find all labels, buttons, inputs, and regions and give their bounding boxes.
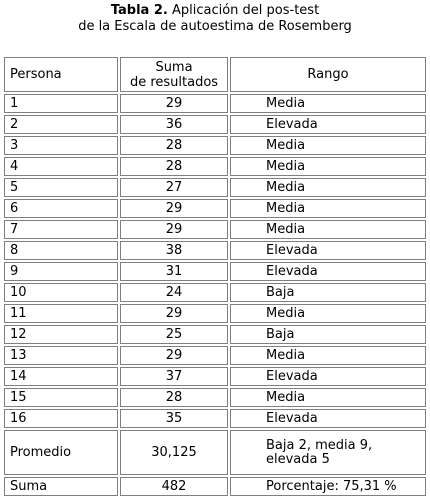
suma-cell: 25 [120, 325, 228, 344]
table-row [4, 115, 426, 134]
caption-line-1 [0, 3, 430, 19]
rango-cell: Media [230, 178, 426, 197]
table-row [4, 367, 426, 386]
persona-cell: 16 [4, 409, 118, 428]
header-rango: Rango [230, 57, 426, 92]
suma-cell: 30,125 [120, 430, 228, 475]
suma-cell: 38 [120, 241, 228, 260]
persona-cell: 14 [4, 367, 118, 386]
persona-cell: 7 [4, 220, 118, 239]
table-row [4, 325, 426, 344]
suma-cell: 35 [120, 409, 228, 428]
table-row [4, 94, 426, 113]
header-suma-line-1: Suma [155, 59, 193, 75]
table-row [4, 283, 426, 302]
rango-cell: Media [230, 304, 426, 323]
persona-cell: 6 [4, 199, 118, 218]
table-row [4, 136, 426, 155]
table-row [4, 262, 426, 281]
table-caption [0, 0, 430, 35]
persona-cell: Promedio [4, 430, 118, 475]
table-row [4, 346, 426, 365]
rango-cell: Media [230, 94, 426, 113]
caption-title: Aplicación del pos-test [167, 3, 320, 18]
table-row [4, 157, 426, 176]
suma-cell: 29 [120, 304, 228, 323]
table-row [4, 388, 426, 407]
caption-label: Tabla 2. [110, 3, 168, 18]
header-persona: Persona [4, 57, 118, 92]
promedio-row [4, 430, 426, 475]
rango-cell: Media [230, 388, 426, 407]
persona-cell: 4 [4, 157, 118, 176]
persona-cell: 8 [4, 241, 118, 260]
rango-cell: Media [230, 199, 426, 218]
persona-cell: 5 [4, 178, 118, 197]
table-row [4, 178, 426, 197]
suma-cell: 482 [120, 477, 228, 496]
header-suma-line-2: de resultados [129, 74, 219, 90]
results-table [2, 55, 428, 498]
suma-cell: 31 [120, 262, 228, 281]
persona-cell: 13 [4, 346, 118, 365]
rango-cell: Elevada [230, 115, 426, 134]
suma-cell: 29 [120, 94, 228, 113]
table-row [4, 199, 426, 218]
persona-cell: 10 [4, 283, 118, 302]
suma-cell: 29 [120, 199, 228, 218]
rango-cell: Baja [230, 325, 426, 344]
persona-cell: 3 [4, 136, 118, 155]
suma-row [4, 477, 426, 496]
suma-cell: 24 [120, 283, 228, 302]
caption-line-2: de la Escala de autoestima de Rosemberg [78, 19, 352, 34]
table-row [4, 409, 426, 428]
persona-cell: 11 [4, 304, 118, 323]
suma-cell: 28 [120, 136, 228, 155]
rango-cell: Elevada [230, 241, 426, 260]
table-row [4, 304, 426, 323]
rango-cell: Media [230, 157, 426, 176]
suma-cell: 28 [120, 388, 228, 407]
persona-cell: 2 [4, 115, 118, 134]
rango-cell: Media [230, 346, 426, 365]
rango-cell: Elevada [230, 409, 426, 428]
rango-cell: Media [230, 136, 426, 155]
table-row [4, 241, 426, 260]
table-row [4, 220, 426, 239]
rango-cell: Media [230, 220, 426, 239]
header-row [4, 57, 426, 92]
suma-cell: 28 [120, 157, 228, 176]
suma-cell: 27 [120, 178, 228, 197]
rango-cell: Elevada [230, 262, 426, 281]
results-table-body [4, 57, 426, 496]
suma-cell: 29 [120, 220, 228, 239]
rango-cell: Baja 2, media 9, elevada 5 [230, 430, 426, 475]
suma-cell: 36 [120, 115, 228, 134]
persona-cell: Suma [4, 477, 118, 496]
rango-cell: Baja [230, 283, 426, 302]
header-suma [120, 57, 228, 92]
rango-cell: Elevada [230, 367, 426, 386]
rango-cell: Porcentaje: 75,31 % [230, 477, 426, 496]
persona-cell: 1 [4, 94, 118, 113]
persona-cell: 15 [4, 388, 118, 407]
persona-cell: 12 [4, 325, 118, 344]
persona-cell: 9 [4, 262, 118, 281]
suma-cell: 29 [120, 346, 228, 365]
suma-cell: 37 [120, 367, 228, 386]
